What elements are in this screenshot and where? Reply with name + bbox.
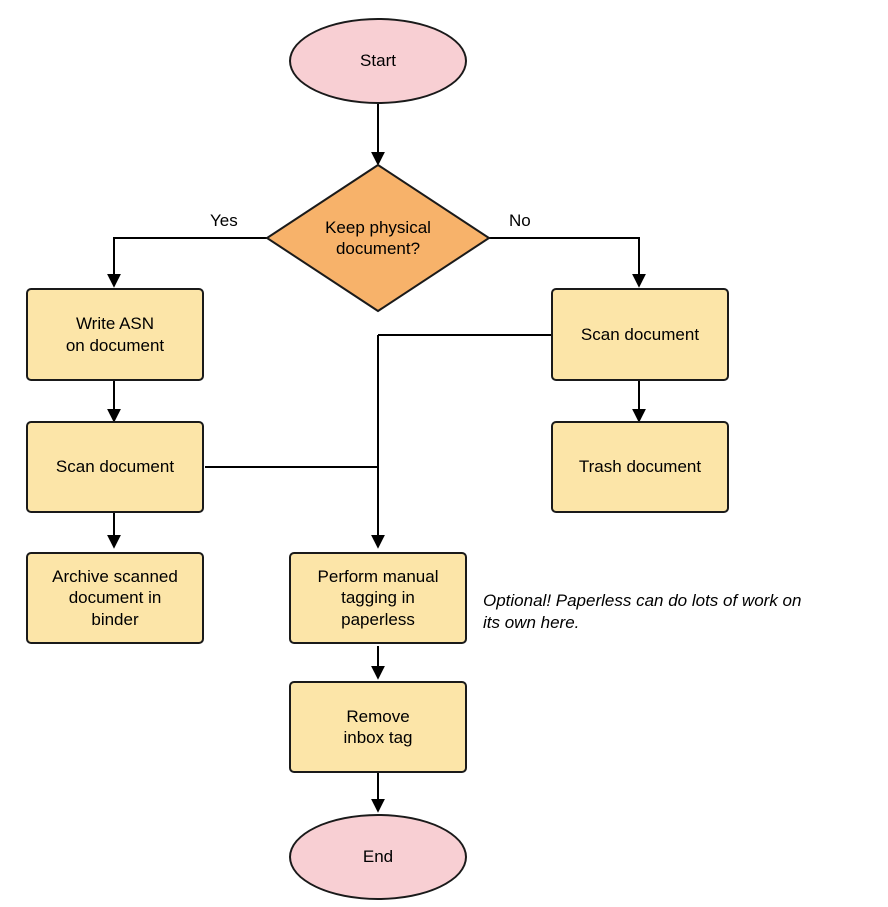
node-scan-document-left[interactable] [26, 421, 204, 513]
node-trash-document[interactable] [551, 421, 729, 513]
node-keep-physical-document[interactable] [267, 165, 489, 311]
node-end[interactable] [289, 814, 467, 900]
node-write-asn-on-document[interactable] [26, 288, 204, 381]
node-scan-document-right[interactable] [551, 288, 729, 381]
node-archive-scanned-document[interactable] [26, 552, 204, 644]
node-tagging-label-line1: Perform manual [317, 567, 439, 587]
node-end-label: End [362, 847, 394, 867]
edge-label-yes: Yes [210, 211, 238, 230]
node-write-asn-label-line1: Write ASN [75, 314, 155, 334]
node-perform-manual-tagging[interactable] [289, 552, 467, 644]
node-decision-label-line2: document? [335, 239, 421, 258]
node-decision-label-line1: Keep physical [325, 217, 431, 237]
node-remove-inbox-label-line1: Remove [346, 706, 410, 726]
node-start-label: Start [360, 51, 396, 71]
node-scan-document-right-label: Scan document [580, 324, 700, 344]
node-archive-label-line2: document in [68, 588, 162, 608]
node-trash-document-label: Trash document [578, 457, 702, 477]
node-remove-inbox-tag[interactable] [289, 681, 467, 773]
node-decision-text [267, 165, 489, 311]
node-start[interactable] [289, 18, 467, 104]
edge-label-no: No [509, 211, 531, 230]
optional-note-line2: its own here. [483, 613, 580, 633]
node-archive-label-line3: binder [91, 609, 139, 629]
node-archive-label-line1: Archive scanned [52, 567, 178, 587]
node-remove-inbox-label-line2: inbox tag [343, 728, 413, 747]
node-scan-document-left-label: Scan document [55, 457, 175, 477]
optional-note [483, 590, 883, 634]
node-tagging-label-line3: paperless [341, 609, 415, 629]
node-tagging-label-line2: tagging in [341, 588, 415, 608]
node-write-asn-label-line2: on document [65, 335, 165, 355]
optional-note-line1: Optional! Paperless can do lots of work on [483, 591, 802, 610]
